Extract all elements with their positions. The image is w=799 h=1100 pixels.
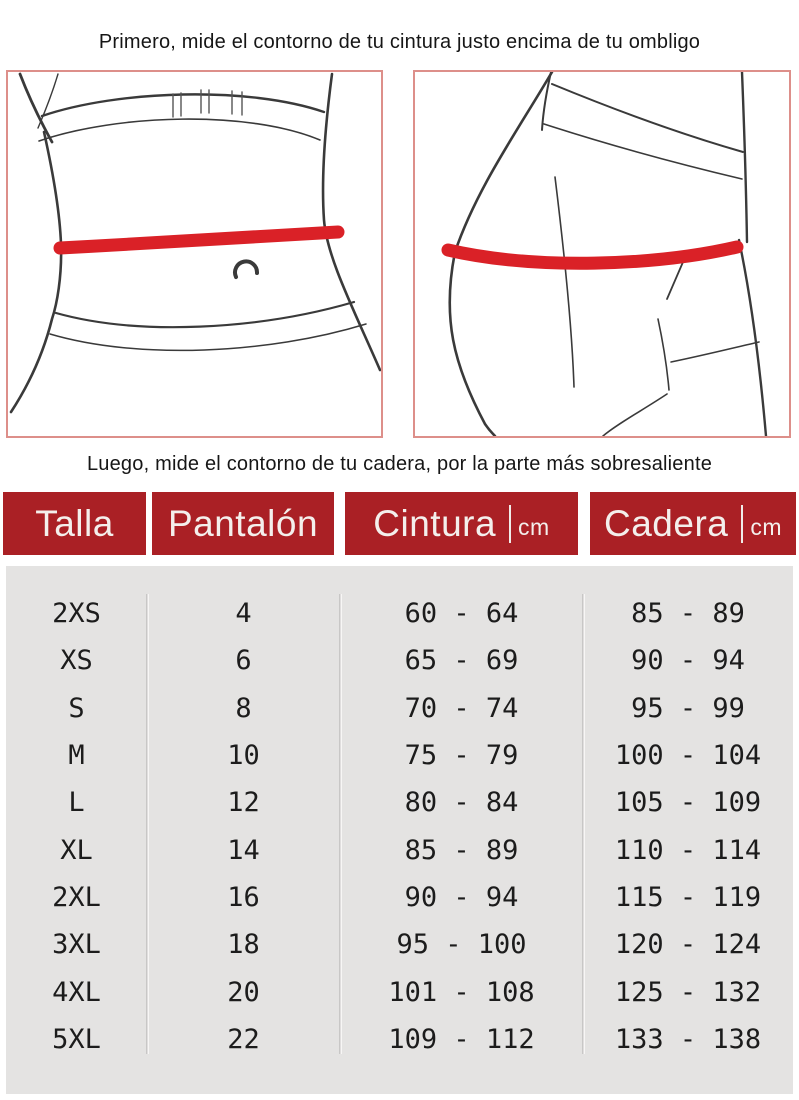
- table-cell: 75 - 79: [404, 739, 519, 771]
- table-cell: 85 - 89: [631, 598, 745, 629]
- table-row: [6, 647, 793, 675]
- table-cell: 95 - 99: [631, 692, 745, 724]
- column-header-label: Cadera: [603, 502, 729, 544]
- column-header-label: Talla: [35, 502, 114, 544]
- table-cell: 100 - 104: [614, 739, 762, 771]
- table-cell: 16: [227, 881, 260, 913]
- waist-instruction-text: Primero, mide el contorno de tu cintura justo encima de tu ombligo: [98, 31, 701, 53]
- column-header-talla: [3, 492, 146, 555]
- table-row: [6, 834, 793, 866]
- column-header-unit: cm: [741, 505, 782, 543]
- size-table-body: [6, 566, 793, 1094]
- table-cell: 10: [227, 739, 260, 771]
- table-cell: 109 - 112: [388, 1023, 535, 1055]
- hip-illustration-frame: [413, 70, 791, 438]
- table-cell: 115 - 119: [614, 881, 762, 913]
- table-cell: 60 - 64: [404, 598, 519, 629]
- table-cell: 2XS: [52, 598, 101, 629]
- table-row: [6, 1023, 793, 1055]
- table-cell: XS: [60, 645, 93, 677]
- table-cell: 90 - 94: [631, 645, 745, 677]
- table-cell: 95 - 100: [396, 929, 527, 961]
- table-cell: 6: [235, 645, 252, 677]
- table-cell: 105 - 109: [614, 787, 762, 819]
- table-cell: 4XL: [52, 976, 101, 1008]
- table-cell: 18: [227, 929, 260, 961]
- table-row: [6, 789, 793, 817]
- table-cell: 125 - 132: [614, 976, 762, 1008]
- column-header-unit: cm: [509, 505, 550, 543]
- table-cell: 120 - 124: [614, 929, 762, 961]
- table-cell: 110 - 114: [614, 834, 762, 866]
- table-cell: 5XL: [52, 1023, 101, 1055]
- table-cell: 133 - 138: [614, 1023, 762, 1055]
- column-header-label: Pantalón: [167, 502, 319, 544]
- column-header-cadera: [590, 492, 796, 555]
- table-row: [6, 931, 793, 959]
- table-cell: 70 - 74: [404, 692, 519, 724]
- table-cell: 8: [235, 692, 252, 724]
- table-row: [6, 739, 793, 771]
- table-row: [6, 692, 793, 724]
- table-cell: 80 - 84: [404, 787, 519, 819]
- table-cell: L: [68, 787, 85, 819]
- table-row: [6, 600, 793, 628]
- table-cell: 20: [227, 976, 260, 1008]
- column-header-label: Cintura: [373, 502, 497, 544]
- hip-measurement-illustration: [415, 72, 789, 436]
- size-table-rows: [6, 566, 793, 1094]
- table-cell: 22: [227, 1023, 260, 1055]
- table-cell: S: [68, 692, 85, 724]
- table-cell: XL: [60, 834, 93, 866]
- table-cell: 85 - 89: [404, 834, 519, 866]
- hip-instruction-text: Luego, mide el contorno de tu cadera, por la parte más sobresaliente: [86, 453, 713, 475]
- table-cell: 3XL: [52, 929, 101, 961]
- table-cell: 90 - 94: [404, 881, 519, 913]
- table-cell: 12: [227, 787, 260, 819]
- table-cell: 65 - 69: [404, 645, 519, 677]
- waist-measurement-illustration: [8, 72, 381, 436]
- table-cell: 14: [227, 834, 260, 866]
- table-row: [6, 881, 793, 913]
- table-cell: 101 - 108: [388, 976, 535, 1008]
- table-cell: 2XL: [52, 881, 101, 913]
- column-header-pantalon: [152, 492, 334, 555]
- waist-illustration-frame: [6, 70, 383, 438]
- table-row: [6, 976, 793, 1008]
- column-header-cintura: [345, 492, 578, 555]
- table-cell: 4: [235, 598, 252, 629]
- table-cell: M: [68, 739, 85, 771]
